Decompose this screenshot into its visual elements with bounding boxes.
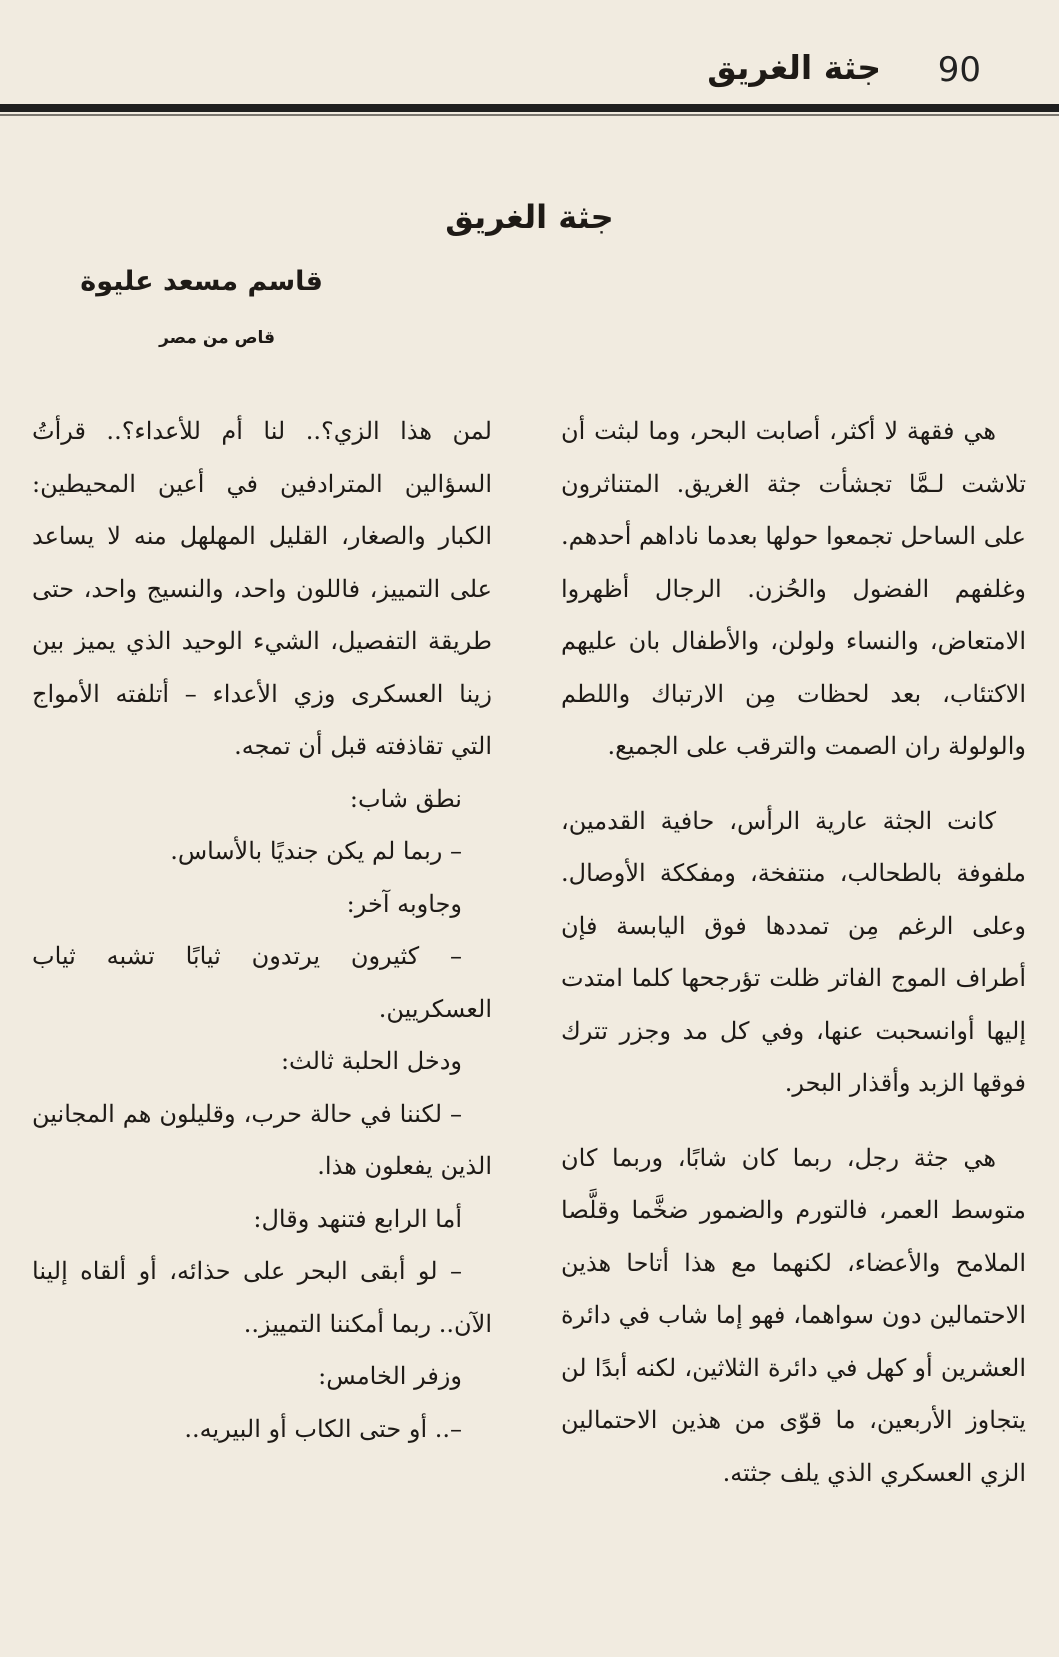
dialogue-line: ودخل الحلبة ثالث:: [280, 1047, 462, 1075]
running-title: جثة الغريق: [707, 48, 881, 87]
article-title: جثة الغريق: [445, 198, 614, 236]
dialogue-line: نطق شاب:: [349, 784, 462, 813]
dialogue-line: – لكننا في حالة حرب، وقليلون هم المجانين الذين يفعلون هذا.: [32, 1099, 492, 1180]
dialogue-line: أما الرابع فتنهد وقال:: [253, 1204, 462, 1233]
author-note: قاص من مصر: [159, 328, 275, 348]
dialogue-line: –.. أو حتى الكاب أو البيريه..: [184, 1414, 462, 1443]
running-header: [40, 44, 981, 100]
dialogue-line: وجاوبه آخر:: [346, 889, 462, 918]
right-column: [561, 405, 1026, 1499]
dialogue-line: – لو أبقى البحر على حذائه، أو ألقاه إلينا الآن.. ربما أمكننا التمييز..: [32, 1257, 492, 1338]
dialogue-line: – ربما لم يكن جنديًا بالأساس.: [170, 837, 462, 865]
paragraph: هي جثة رجل، ربما كان شابًا، وربما كان متوسط العمر، فالتورم والضمور ضخَّما وقلَّصا الملامح والأعضاء، لكنهما مع هذا أتاحا هذين الاحتمالين دون سواهما، فهو إما شاب في دائرة العشرين أو كهل في دائرة الثلاثين، لكنه أبدًا لن يتجاوز الأربعين، ما قوّى من هذين الاحتمالين الزي العسكري الذي يلف جثته.: [561, 1143, 1026, 1487]
header-rule: [0, 104, 1059, 112]
header-rule-thin: [0, 114, 1059, 116]
paragraph: كانت الجثة عارية الرأس، حافية القدمين، ملفوفة بالطحالب، منتفخة، ومفككة الأوصال. وعلى الرغم مِن تمددها فوق اليابسة فإن أطراف الموج الفاتر ظلت تؤرجحها كلما امتدت إليها أوانسحبت عنها، وفي كل مد وجزر تترك فوقها الزبد وأقذار البحر.: [561, 806, 1026, 1097]
page-number: 90: [937, 50, 981, 90]
paragraph: هي فقهة لا أكثر، أصابت البحر، وما لبثت أن تلاشت لـمَّا تجشأت جثة الغريق. المتناثرون على الساحل تجمعوا حولها بعدما ناداهم أحدهم. وغلفهم الفضول والحُزن. الرجال أظهروا الامتعاض، والنساء ولولن، والأطفال بان عليهم الاكتئاب، بعد لحظات مِن الارتباك واللطم والولولة ران الصمت والترقب على الجميع.: [561, 417, 1026, 760]
author-name: قاسم مسعد عليوة: [80, 266, 323, 297]
dialogue-line: وزفر الخامس:: [318, 1362, 462, 1390]
left-column: [32, 405, 492, 1455]
paragraph: لمن هذا الزي؟.. لنا أم للأعداء؟.. قرأتُ السؤالين المترادفين في أعين المحيطين: الكبار والصغار، القليل المهلهل منه لا يساعد على التمييز، فاللون واحد، والنسيج واحد، حتى طريقة التفصيل، الشيء الوحيد الذي يميز بين زينا العسكرى وزي الأعداء – أتلفته الأمواج التي تقاذفته قبل أن تمجه.: [32, 417, 492, 760]
dialogue-line: – كثيرون يرتدون ثيابًا تشبه ثياب العسكريين.: [32, 942, 492, 1023]
